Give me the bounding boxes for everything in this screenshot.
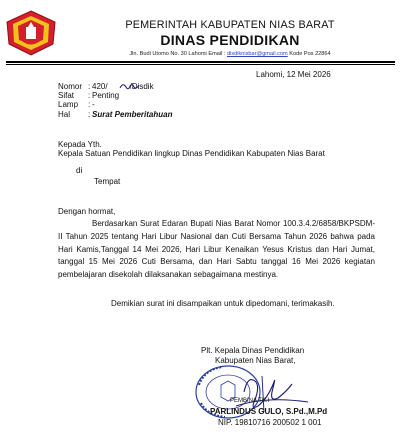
handwritten-initial-icon bbox=[119, 81, 141, 93]
body-paragraph: Berdasarkan Surat Edaran Bupati Nias Barat Nomor 100.3.4.2/6858/BKPSDM-II Tahun 2025 tentang Hari Libur Nasional dan Cuti Bersama Tahun 2026 bahwa pada Hari Kamis,Tanggal 14 Mei 2026, Hari Libur Kenaikan Yesus Kristus dan Hari Jumat, tanggal 15 Mei 2026 Cuti Bersama, dan Hari Sabtu tanggal 16 Mei 2026 kegiatan pembelajaran disekolah dilaksanakan sebagaimana mestinya. bbox=[58, 219, 375, 280]
letter-date: Lahomi, 12 Mei 2026 bbox=[256, 70, 331, 79]
header-rule-thick bbox=[6, 61, 395, 63]
recipient-di: di bbox=[76, 166, 83, 175]
regency-logo bbox=[6, 10, 56, 56]
address-suffix: Kode Pos 22864 bbox=[287, 51, 331, 57]
lamp-colon: : bbox=[88, 100, 91, 109]
nomor-number: 420/ bbox=[92, 82, 108, 91]
hal-colon: : bbox=[88, 110, 91, 119]
signatory-name: PARLINDUS GULO, S.Pd.,M.Pd bbox=[210, 407, 328, 416]
recipient-to: Kepala Satuan Pendidikan lingkup Dinas Pendidikan Kabupaten Nias Barat bbox=[58, 149, 325, 158]
signatory-nip: NIP. 19810716 200502 1 001 bbox=[218, 418, 322, 427]
closing: Demikian surat ini disampaikan untuk dipedomani, terimakasih. bbox=[111, 299, 335, 308]
sifat-label: Sifat bbox=[58, 91, 75, 100]
hal-label: Hal bbox=[58, 110, 71, 119]
sifat-value: Penting bbox=[92, 91, 120, 100]
hal-value: Surat Pemberitahuan bbox=[92, 110, 173, 119]
lamp-value: - bbox=[92, 100, 95, 109]
lamp-label: Lamp bbox=[58, 100, 79, 109]
kop-government: PEMERINTAH KABUPATEN NIAS BARAT bbox=[125, 19, 335, 31]
header-rule-thin bbox=[6, 64, 395, 65]
nomor-suffix: /Disdik bbox=[129, 82, 154, 91]
recipient-tempat: Tempat bbox=[94, 177, 121, 186]
address-prefix: Jln. Budi Utomo No. 30 Lahomi Email : bbox=[129, 51, 227, 57]
email-link[interactable]: disdiknisbar@gmail.com bbox=[226, 51, 288, 57]
kop-department: DINAS PENDIDIKAN bbox=[160, 32, 300, 48]
nomor-label: Nomor bbox=[58, 82, 83, 91]
signature-rank: PEMBINA TK.I bbox=[230, 398, 270, 404]
nomor-colon: : bbox=[88, 82, 91, 91]
recipient-kepada: Kepada Yth. bbox=[58, 140, 102, 149]
greeting: Dengan hormat, bbox=[58, 207, 116, 216]
kop-address bbox=[80, 51, 380, 57]
sifat-colon: : bbox=[88, 91, 91, 100]
signature-title-1: Plt. Kepala Dinas Pendidikan bbox=[201, 346, 305, 355]
signature-title-2: Kabupaten Nias Barat, bbox=[215, 356, 296, 365]
